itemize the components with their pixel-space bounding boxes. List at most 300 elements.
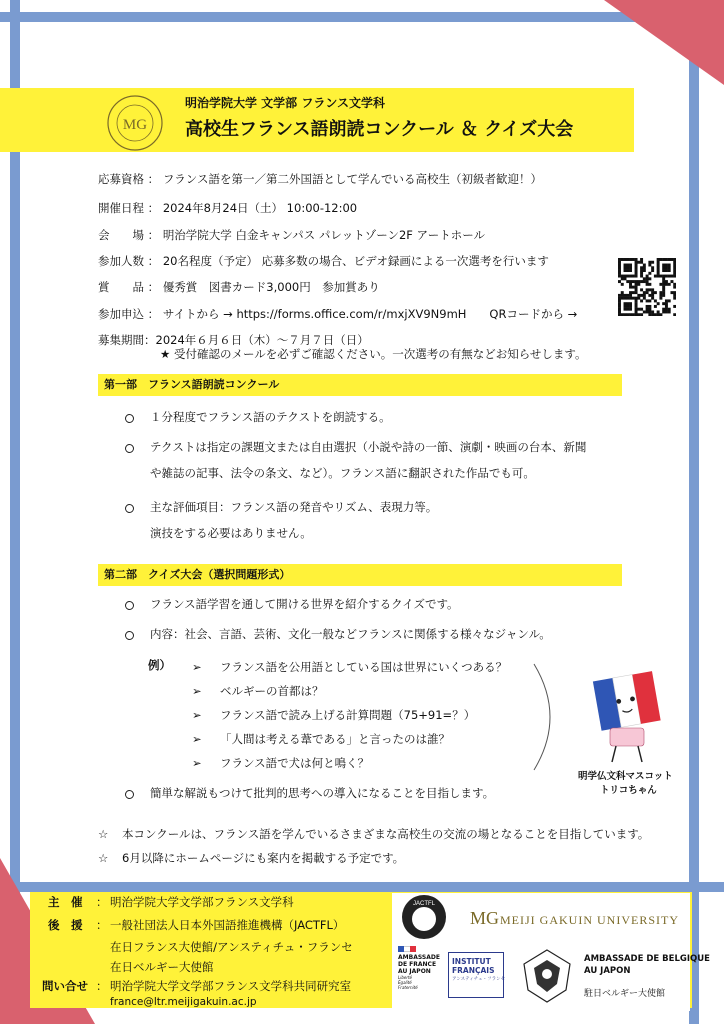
example-label: 例）: [148, 658, 171, 672]
qr-module: [635, 297, 638, 300]
support-value: 一般社団法人日本外国語推進機構（JACTFL）: [110, 918, 345, 932]
qr-module: [635, 313, 638, 316]
qr-module: [673, 297, 676, 300]
qr-module: [643, 269, 646, 272]
part1-item: １分程度でフランス語のテクストを朗読する。: [150, 410, 391, 424]
info-label: 参加人数: [98, 254, 144, 268]
qr-module: [618, 258, 621, 261]
qr-module: [637, 308, 640, 311]
contact-value: 明治学院大学文学部フランス文学科共同研究室: [110, 979, 352, 993]
qr-module: [626, 297, 629, 300]
qr-module: [659, 313, 662, 316]
qr-module: [629, 297, 632, 300]
info-row: 参加人数 ： 20名程度（予定） 応募多数の場合、ビデオ録画による一次選考を行います: [98, 254, 549, 268]
belgian-embassy-name: AU JAPON: [584, 966, 631, 976]
qr-module: [648, 310, 651, 313]
qr-module: [659, 291, 662, 294]
qr-module: [662, 291, 665, 294]
bullet-circle-icon: [125, 504, 134, 513]
qr-module: [629, 286, 632, 289]
qr-module: [632, 313, 635, 316]
qr-module: [646, 280, 649, 283]
belgian-embassy-jp: 駐日ベルギー大使館: [584, 989, 666, 999]
qr-module: [651, 261, 654, 264]
bullet-circle-icon: [125, 790, 134, 799]
qr-module: [624, 302, 627, 305]
qr-module: [659, 297, 662, 300]
bullet-circle-icon: [125, 631, 134, 640]
qr-module: [635, 258, 638, 261]
qr-module: [629, 258, 632, 261]
qr-module: [624, 308, 627, 311]
qr-module: [626, 305, 629, 308]
qr-module: [646, 310, 649, 313]
qr-module: [635, 275, 638, 278]
qr-module: [643, 264, 646, 267]
qr-module: [670, 275, 673, 278]
qr-module: [646, 277, 649, 280]
qr-module: [618, 264, 621, 267]
qr-module: [651, 269, 654, 272]
info-label: 賞 品: [98, 280, 144, 294]
qr-module: [626, 313, 629, 316]
qr-module: [665, 280, 668, 283]
qr-module: [643, 294, 646, 297]
qr-module: [648, 294, 651, 297]
qr-module: [621, 313, 624, 316]
info-row: 応募資格 ： フランス語を第一／第二外国語として学んでいる高校生（初級者歓迎！）: [98, 172, 542, 186]
qr-module: [618, 280, 621, 283]
qr-module: [657, 261, 660, 264]
qr-module: [618, 272, 621, 275]
info-row: 会 場 ： 明治学院大学 白金キャンパス パレットゾーン2F アートホール: [98, 228, 485, 242]
qr-module: [624, 269, 627, 272]
qr-module: [632, 291, 635, 294]
part1-item: 主な評価項目：フランス語の発音やリズム、表現力等。: [150, 500, 438, 514]
qr-module: [654, 305, 657, 308]
qr-module: [635, 308, 638, 311]
qr-module: [665, 310, 668, 313]
qr-module: [640, 313, 643, 316]
qr-module: [621, 297, 624, 300]
qr-module: [654, 313, 657, 316]
info-label: 参加申込: [98, 307, 144, 321]
star-icon: ☆: [98, 827, 109, 841]
qr-module: [662, 280, 665, 283]
qr-module: [632, 275, 635, 278]
belgian-coat-of-arms-icon: [516, 946, 578, 1006]
qr-module: [618, 297, 621, 300]
qr-module: [665, 283, 668, 286]
qr-module: [621, 258, 624, 261]
example-arrow-icon: ➢: [192, 660, 202, 674]
qr-module: [668, 264, 671, 267]
info-value: 20名程度（予定） 応募多数の場合、ビデオ録画による一次選考を行います: [162, 254, 549, 268]
qr-module: [632, 258, 635, 261]
qr-module: [643, 310, 646, 313]
qr-module: [618, 313, 621, 316]
qr-module: [665, 269, 668, 272]
contact-email[interactable]: france@ltr.meijigakuin.ac.jp: [110, 996, 257, 1008]
info-row: 賞 品 ： 優秀賞 図書カード3,000円 参加賞あり: [98, 280, 380, 294]
right-border-bar: [689, 0, 699, 1024]
qr-module: [662, 310, 665, 313]
qr-module: [640, 258, 643, 261]
qr-module: [624, 305, 627, 308]
seal-letters: MG: [122, 117, 148, 133]
part2-item: 内容：社会、言語、芸術、文化一般などフランスに関係する様々なジャンル。: [150, 627, 551, 641]
qr-module: [648, 272, 651, 275]
qr-module: [648, 288, 651, 291]
qr-module: [668, 266, 671, 269]
part2-heading: 第二部 クイズ大会（選択問題形式）: [104, 568, 291, 581]
qr-module: [629, 313, 632, 316]
qr-module: [651, 297, 654, 300]
qr-module: [635, 288, 638, 291]
qr-module: [662, 269, 665, 272]
qr-module: [624, 266, 627, 269]
qr-module: [637, 297, 640, 300]
qr-module: [640, 294, 643, 297]
qr-module: [662, 266, 665, 269]
info-row: 開催日程 ： 2024年8月24日（土） 10:00-12:00: [98, 201, 358, 215]
example-item: フランス語を公用語としている国は世界にいくつある？: [220, 660, 508, 674]
qr-module: [629, 283, 632, 286]
qr-module: [673, 283, 676, 286]
qr-module: [618, 299, 621, 302]
qr-module: [626, 266, 629, 269]
star-icon: ☆: [98, 851, 109, 865]
department-title: 明治学院大学 文学部 フランス文学科: [185, 96, 385, 110]
qr-module: [646, 275, 649, 278]
qr-module: [629, 291, 632, 294]
example-arrow-icon: ➢: [192, 684, 202, 698]
qr-module: [643, 280, 646, 283]
support-value: 在日ベルギー大使館: [110, 960, 214, 974]
qr-module: [624, 297, 627, 300]
contact-colon: ：: [96, 979, 108, 993]
qr-module: [673, 266, 676, 269]
qr-module: [646, 288, 649, 291]
qr-module: [646, 308, 649, 311]
qr-module: [635, 269, 638, 272]
qr-module: [673, 291, 676, 294]
qr-module: [626, 294, 629, 297]
mgu-logo-text: MEIJI GAKUIN UNIVERSITY: [500, 913, 679, 927]
qr-module: [648, 313, 651, 316]
qr-module: [648, 283, 651, 286]
qr-module: [635, 261, 638, 264]
qr-module: [670, 291, 673, 294]
qr-module: [648, 299, 651, 302]
host-label: 主 催: [48, 895, 83, 909]
french-embassy-logo: AMBASSADE DE FRANCE AU JAPON Liberté Égalité Fraternité: [398, 946, 442, 1006]
qr-module: [662, 286, 665, 289]
qr-module: [629, 302, 632, 305]
example-item: ベルギーの首都は？: [220, 684, 324, 698]
qr-module: [635, 310, 638, 313]
corner-triangle-top-right: [604, 0, 724, 85]
qr-module: [632, 280, 635, 283]
part2-item: フランス語学習を通して開ける世界を紹介するクイズです。: [150, 597, 459, 611]
qr-module: [662, 288, 665, 291]
qr-module: [673, 305, 676, 308]
qr-module: [665, 305, 668, 308]
qr-module: [626, 264, 629, 267]
qr-module: [640, 272, 643, 275]
qr-module: [637, 313, 640, 316]
support-value: 在日フランス大使館/アンスティチュ・フランセ: [110, 940, 353, 954]
qr-module: [662, 275, 665, 278]
info-value: 2024年8月24日（土） 10:00-12:00: [162, 201, 358, 215]
qr-module: [648, 308, 651, 311]
qr-module: [629, 275, 632, 278]
qr-module: [673, 272, 676, 275]
qr-module: [657, 302, 660, 305]
host-value: 明治学院大学文学部フランス文学科: [110, 895, 294, 909]
qr-module: [629, 294, 632, 297]
qr-module: [648, 305, 651, 308]
qr-module: [635, 302, 638, 305]
qr-module: [621, 291, 624, 294]
qr-module: [618, 294, 621, 297]
qr-module: [665, 258, 668, 261]
info-label: 応募資格: [98, 172, 144, 186]
qr-module: [643, 297, 646, 300]
institut-francais-logo: INSTITUT FRANÇAIS アンスティチュ・フランセ: [448, 952, 504, 998]
qr-module: [626, 258, 629, 261]
qr-module: [646, 305, 649, 308]
university-seal-icon: [104, 92, 166, 154]
qr-module: [621, 275, 624, 278]
qr-module: [640, 266, 643, 269]
jactfl-logo-icon: [400, 893, 448, 941]
qr-module: [662, 283, 665, 286]
qr-module: [640, 280, 643, 283]
qr-module: [640, 299, 643, 302]
qr-module: [618, 266, 621, 269]
qr-module: [668, 299, 671, 302]
application-link: サイトから → https://forms.office.com/r/mxjXV9N9mH QRコードから →: [162, 307, 578, 321]
qr-module: [651, 310, 654, 313]
brace-curve: [530, 662, 570, 772]
qr-module: [635, 280, 638, 283]
bottom-border-bar: [0, 882, 724, 892]
qr-module: [673, 313, 676, 316]
qr-module: [651, 266, 654, 269]
qr-module: [629, 280, 632, 283]
qr-module: [657, 269, 660, 272]
qr-module: [624, 264, 627, 267]
event-title: 高校生フランス語朗読コンクール ＆ クイズ大会: [185, 119, 574, 140]
qr-module: [662, 277, 665, 280]
mascot-tricolor-icon: [582, 658, 672, 768]
qr-module: [618, 275, 621, 278]
qr-module: [640, 261, 643, 264]
mascot-caption-line2: トリコちゃん: [600, 785, 657, 796]
qr-module: [648, 264, 651, 267]
qr-module: [651, 291, 654, 294]
qr-module: [624, 294, 627, 297]
qr-module: [651, 313, 654, 316]
qr-module: [635, 283, 638, 286]
qr-module: [635, 286, 638, 289]
qr-module: [648, 277, 651, 280]
qr-module: [662, 294, 665, 297]
qr-module: [646, 291, 649, 294]
info-value: 明治学院大学 白金キャンパス パレットゾーン2F アートホール: [162, 228, 485, 242]
example-item: 「人間は考える葦である」と言ったのは誰？: [220, 732, 450, 746]
qr-module: [626, 308, 629, 311]
qr-module: [665, 275, 668, 278]
marianne-flag-icon: [398, 946, 416, 952]
qr-module: [668, 258, 671, 261]
qr-module: [646, 283, 649, 286]
qr-module: [662, 308, 665, 311]
qr-module: [673, 258, 676, 261]
qr-module: [640, 288, 643, 291]
host-colon: ：: [96, 895, 108, 909]
qr-module: [665, 264, 668, 267]
info-value: 優秀賞 図書カード3,000円 参加賞あり: [162, 280, 380, 294]
qr-module: [654, 275, 657, 278]
qr-module: [659, 275, 662, 278]
qr-module: [659, 283, 662, 286]
info-label: 募集期間: [98, 333, 144, 347]
qr-module: [668, 269, 671, 272]
qr-module: [637, 294, 640, 297]
qr-module: [626, 269, 629, 272]
qr-module: [662, 264, 665, 267]
qr-module: [665, 266, 668, 269]
mgu-mark: MG: [470, 908, 500, 928]
qr-module: [659, 294, 662, 297]
belgian-embassy-name: AMBASSADE DE BELGIQUE: [584, 954, 710, 964]
info-row: 募集期間：2024年６月６日（木）～７月７日（日）: [98, 333, 369, 347]
qr-module: [648, 261, 651, 264]
qr-module: [637, 283, 640, 286]
qr-module: [657, 264, 660, 267]
info-value: フランス語を第一／第二外国語として学んでいる高校生（初級者歓迎！）: [162, 172, 542, 186]
part1-item-cont: 演技をする必要はありません。: [150, 526, 312, 540]
qr-module: [632, 297, 635, 300]
qr-module: [618, 261, 621, 264]
bullet-circle-icon: [125, 444, 134, 453]
qr-module: [659, 258, 662, 261]
qr-module: [635, 305, 638, 308]
qr-module: [629, 264, 632, 267]
bullet-circle-icon: [125, 601, 134, 610]
example-arrow-icon: ➢: [192, 708, 202, 722]
star-note: 本コンクールは、フランス語を学んでいるさまざまな高校生の交流の場となることを目指しています。: [122, 827, 650, 841]
qr-module: [629, 266, 632, 269]
qr-module: [668, 275, 671, 278]
qr-module: [629, 308, 632, 311]
part1-item: テクストは指定の課題文または自由選択（小説や詩の一節、演劇・映画の台本、新聞: [150, 440, 587, 454]
qr-module: [635, 291, 638, 294]
qr-module: [629, 305, 632, 308]
qr-module: [618, 310, 621, 313]
qr-module: [665, 302, 668, 305]
qr-module: [640, 308, 643, 311]
info-value: 2024年６月６日（木）～７月７日（日）: [155, 333, 369, 347]
contact-label: 問い合せ: [42, 979, 88, 993]
qr-module: [635, 272, 638, 275]
svg-text:JACTFL: JACTFL: [412, 901, 436, 907]
example-arrow-icon: ➢: [192, 732, 202, 746]
qr-module: [621, 294, 624, 297]
support-label: 後 援: [48, 918, 83, 932]
qr-module: [673, 261, 676, 264]
qr-module: [651, 288, 654, 291]
example-arrow-icon: ➢: [192, 756, 202, 770]
qr-module: [654, 291, 657, 294]
confirmation-note: ★ 受付確認のメールを必ずご確認ください。一次選考の有無などお知らせします。: [160, 347, 587, 361]
qr-module: [626, 275, 629, 278]
info-label: 会 場: [98, 228, 144, 242]
qr-module: [662, 302, 665, 305]
support-colon: ：: [96, 918, 108, 932]
qr-module: [624, 277, 627, 280]
qr-module: [626, 280, 629, 283]
qr-module: [673, 264, 676, 267]
qr-module: [637, 280, 640, 283]
qr-code-icon[interactable]: [618, 258, 676, 316]
qr-module: [618, 305, 621, 308]
qr-module: [643, 266, 646, 269]
qr-module: [646, 299, 649, 302]
example-item: フランス語で犬は何と鳴く？: [220, 756, 370, 770]
qr-module: [657, 258, 660, 261]
qr-module: [637, 261, 640, 264]
info-label: 開催日程: [98, 201, 144, 215]
qr-module: [654, 299, 657, 302]
part1-heading: 第一部 フランス語朗読コンクール: [104, 378, 280, 391]
qr-module: [665, 299, 668, 302]
mascot-caption-line1: 明学仏文科マスコット: [578, 771, 673, 782]
part2-item: 簡単な解説もつけて批判的思考への導入になることを目指します。: [150, 786, 495, 800]
qr-module: [662, 258, 665, 261]
bullet-circle-icon: [125, 414, 134, 423]
qr-module: [624, 258, 627, 261]
qr-module: [640, 275, 643, 278]
qr-module: [665, 308, 668, 311]
qr-module: [643, 277, 646, 280]
part1-item-cont: や雑誌の記事、法令の条文、など）。フランス語に翻訳された作品でも可。: [150, 466, 535, 480]
qr-module: [618, 269, 621, 272]
qr-module: [668, 310, 671, 313]
example-item: フランス語で読み上げる計算問題（75+91=？）: [220, 708, 476, 722]
qr-module: [640, 269, 643, 272]
info-row[interactable]: 参加申込 ： サイトから → https://forms.office.com/r/mxjXV9N9mH QRコードから →: [98, 307, 578, 321]
qr-module: [673, 269, 676, 272]
qr-module: [618, 302, 621, 305]
qr-module: [632, 286, 635, 289]
qr-module: [618, 308, 621, 311]
qr-module: [621, 277, 624, 280]
qr-module: [635, 264, 638, 267]
qr-module: [668, 308, 671, 311]
qr-module: [621, 283, 624, 286]
qr-module: [657, 313, 660, 316]
qr-module: [643, 291, 646, 294]
qr-module: [629, 269, 632, 272]
qr-module: [635, 299, 638, 302]
qr-module: [657, 272, 660, 275]
qr-module: [670, 258, 673, 261]
qr-module: [670, 280, 673, 283]
qr-module: [673, 286, 676, 289]
